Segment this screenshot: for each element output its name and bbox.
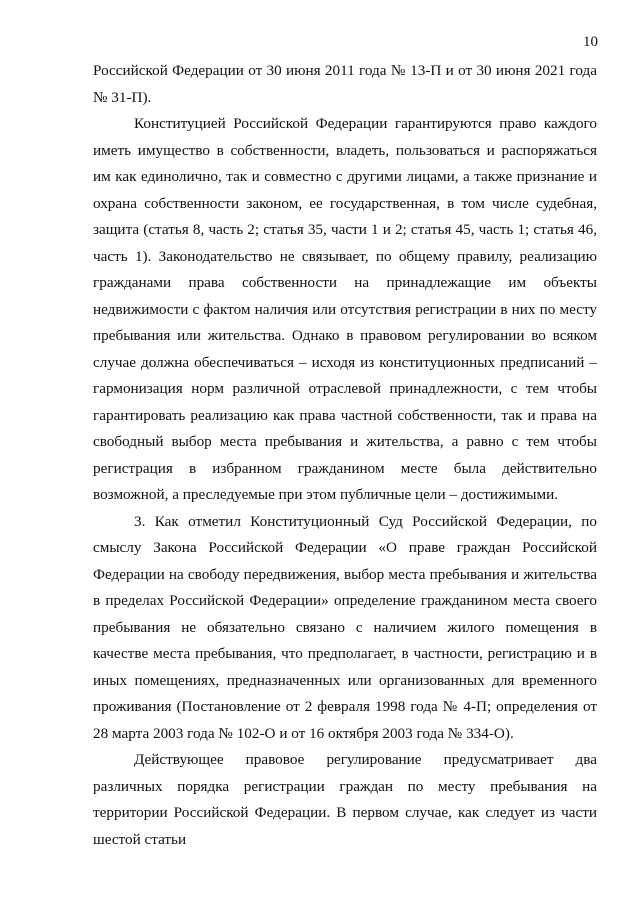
- document-body: [93, 58, 597, 853]
- paragraph-registration-procedures: Действующее правовое регулирование предусматривает два различных порядка регистрации граждан по месту пребывания на территории Российской Федерации. В первом случае, как следует из части шестой статьи: [93, 751, 597, 848]
- paragraph-continuation: Российской Федерации от 30 июня 2011 года № 13-П и от 30 июня 2021 года № 31-П).: [93, 62, 597, 106]
- page-number: 10: [583, 34, 598, 50]
- paragraph-property-rights: Конституцией Российской Федерации гарантируются право каждого иметь имущество в собственности, владеть, пользоваться и распоряжаться им как единолично, так и совместно с другими лицами, а также признание и охрана собственности законом, ее государственная, в том числе судебная, защита (статья 8, часть 2; статья 35, части 1 и 2; статья 45, часть 1; статья 46, часть 1). Законодательство не связывает, по общему правилу, реализацию гражданами права собственности на принадлежащие им объекты недвижимости с фактом наличия или отсутствия регистрации в них по месту пребывания или жительства. Однако в правовом регулировании во всяком случае должна обеспечиваться – исходя из конституционных предписаний – гармонизация норм различной отраслевой принадлежности, с тем чтобы гарантировать реализацию как права частной собственности, так и права на свободный выбор места пребывания и жительства, а равно с тем чтобы регистрация в избранном гражданином месте была действительно возможной, а преследуемые при этом публичные цели – достижимыми.: [93, 115, 597, 503]
- paragraph-point-3: 3. Как отметил Конституционный Суд Российской Федерации, по смыслу Закона Российской Федерации «О праве граждан Российской Федерации на свободу передвижения, выбор места пребывания и жительства в пределах Российской Федерации» определение гражданином места своего пребывания не обязательно связано с наличием жилого помещения в качестве места пребывания, что предполагает, в частности, регистрацию и в иных помещениях, предназначенных или организованных для временного проживания (Постановление от 2 февраля 1998 года № 4-П; определения от 28 марта 2003 года № 102-О и от 16 октября 2003 года № 334-О).: [93, 512, 597, 742]
